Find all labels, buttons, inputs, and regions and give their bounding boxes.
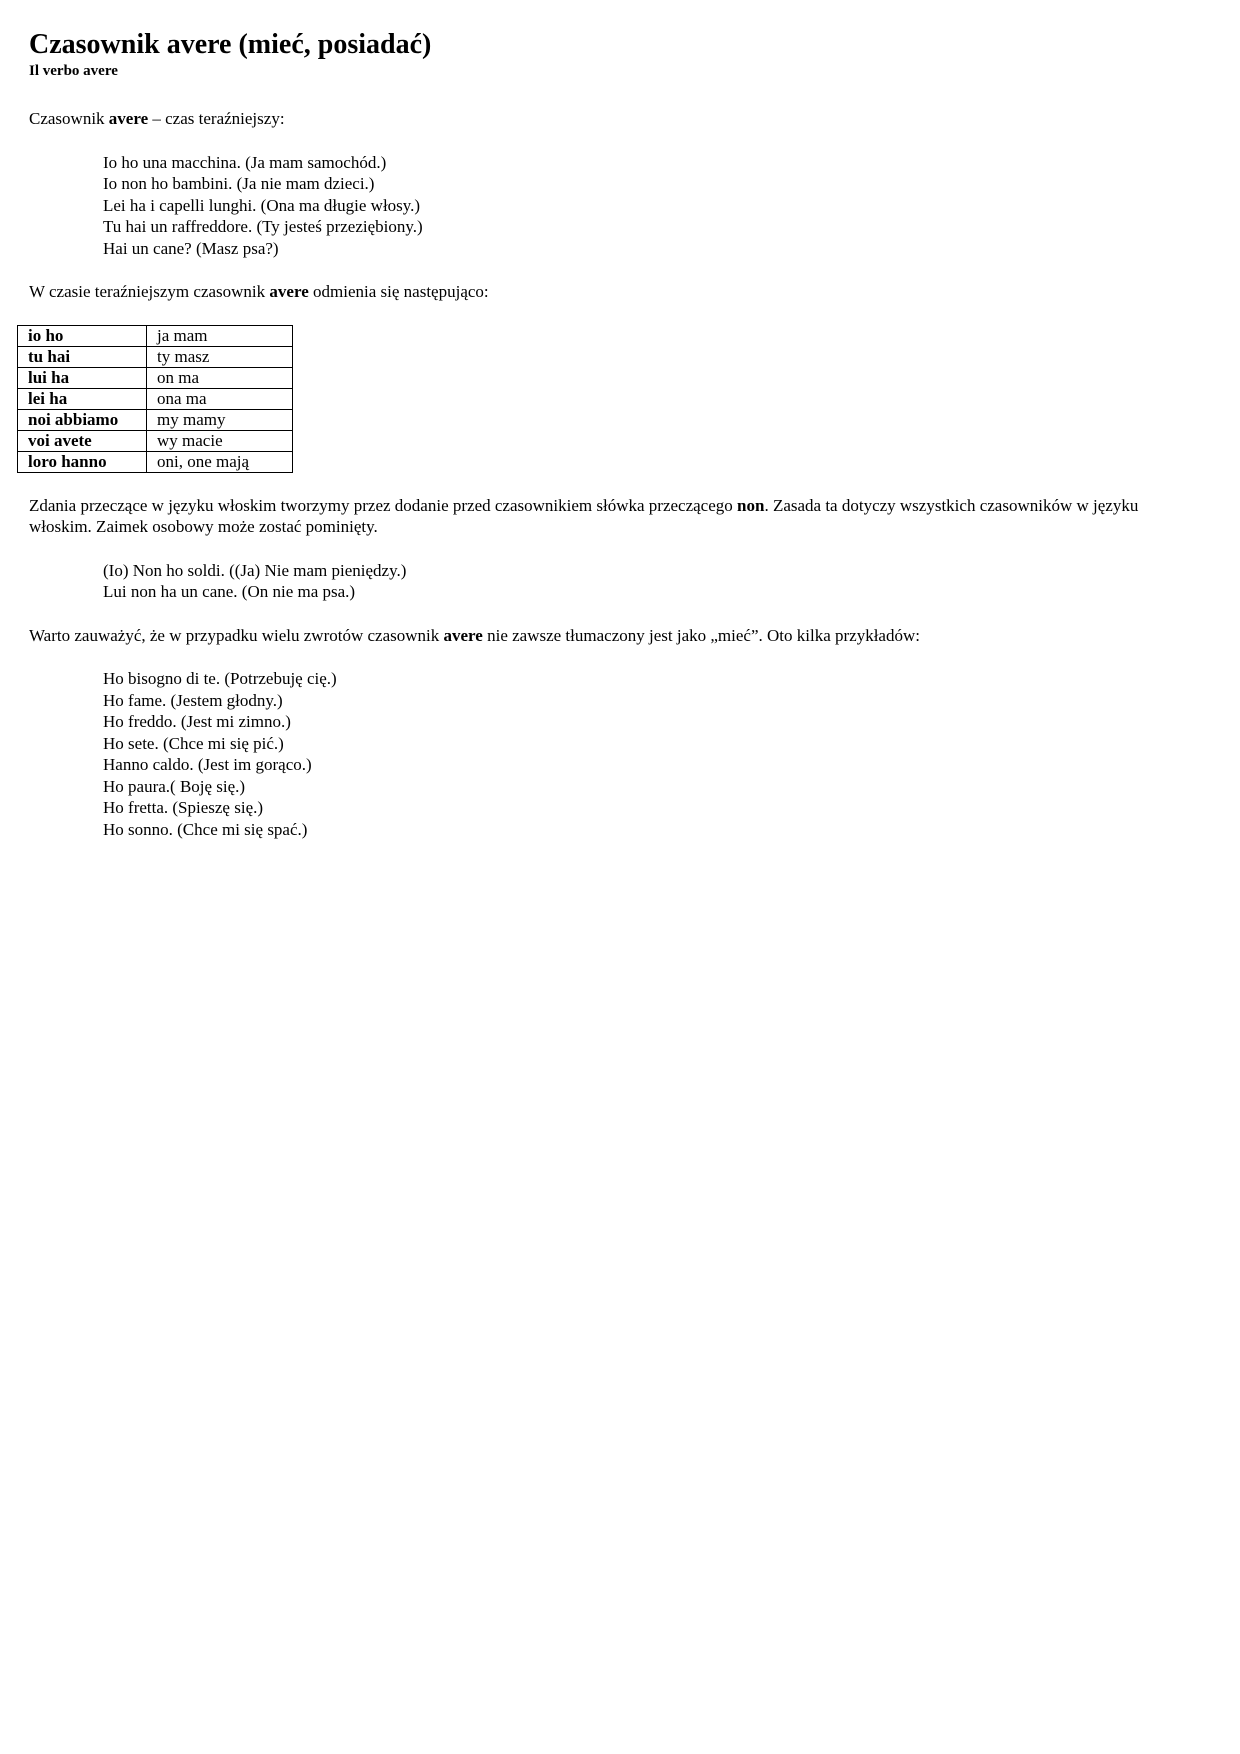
note-text-post: nie zawsze tłumaczony jest jako „mieć”. Oto kilka przykładów: <box>482 625 920 645</box>
examples-present-list <box>103 152 1189 260</box>
example-item: Lei ha i capelli lunghi. (Ona ma długie włosy.) <box>103 195 421 215</box>
italian-form: voi avete <box>18 430 147 451</box>
table-row <box>18 325 293 346</box>
polish-form: ona ma <box>147 388 293 409</box>
intro-paragraph <box>29 108 1189 130</box>
example-item: Tu hai un raffreddore. (Ty jesteś przeziębiony.) <box>103 217 423 236</box>
examples-negation-list <box>103 560 1189 603</box>
polish-form: my mamy <box>147 409 293 430</box>
example-item: Ho fretta. (Spieszę się.) <box>103 798 264 817</box>
polish-form: oni, one mają <box>147 451 293 472</box>
table-row <box>18 409 293 430</box>
document-page <box>29 28 1189 840</box>
italian-form: loro hanno <box>18 451 147 472</box>
conjugation-table <box>17 325 293 473</box>
italian-form: io ho <box>18 325 147 346</box>
intro-text-bold: avere <box>108 109 149 128</box>
italian-form: noi abbiamo <box>18 409 147 430</box>
table-row <box>18 346 293 367</box>
polish-form: on ma <box>147 367 293 388</box>
note-text-pre: Warto zauważyć, że w przypadku wielu zwrotów czasownik <box>29 625 444 645</box>
example-item: Ho sonno. (Chce mi się spać.) <box>103 819 308 839</box>
example-item: Ho paura.( Boję się.) <box>103 776 246 796</box>
example-item: (Io) Non ho soldi. ((Ja) Nie mam pieniędzy.) <box>103 560 407 580</box>
negation-text-bold: non <box>737 495 765 515</box>
note-paragraph <box>29 625 1189 647</box>
example-item: Ho sete. (Chce mi się pić.) <box>103 733 284 753</box>
intro-text-post: – czas teraźniejszy: <box>148 109 285 128</box>
example-item: Ho freddo. (Jest mi zimno.) <box>103 712 291 731</box>
conj-intro-text-pre: W czasie teraźniejszym czasownik <box>29 282 270 301</box>
example-item: Io non ho bambini. (Ja nie mam dzieci.) <box>103 174 375 193</box>
polish-form: ty masz <box>147 346 293 367</box>
conjugation-intro-paragraph <box>29 281 1189 303</box>
example-item: Ho bisogno di te. (Potrzebuję cię.) <box>103 669 337 688</box>
example-item: Hanno caldo. (Jest im gorąco.) <box>103 755 312 774</box>
page-title: Czasownik avere (mieć, posiadać) <box>29 29 432 60</box>
conj-intro-text-post: odmienia się następująco: <box>308 282 489 301</box>
italian-form: lui ha <box>18 367 147 388</box>
table-row <box>18 451 293 472</box>
table-row <box>18 367 293 388</box>
negation-text-pre: Zdania przeczące w języku włoskim tworzymy przez dodanie przed czasownikiem słówka przeczącego <box>29 495 738 515</box>
table-row <box>18 430 293 451</box>
page-subtitle: Il verbo avere <box>29 63 118 79</box>
negation-text-post: . Zasada ta dotyczy wszystkich czasowników w języku włoskim. Zaimek osobowy może zostać pominięty. <box>29 495 1139 536</box>
italian-form: tu hai <box>18 346 147 367</box>
examples-idioms-list <box>103 668 1189 840</box>
note-text-bold: avere <box>443 625 483 645</box>
example-item: Lui non ha un cane. (On nie ma psa.) <box>103 582 356 601</box>
negation-paragraph <box>29 495 1189 538</box>
example-item: Ho fame. (Jestem głodny.) <box>103 690 283 710</box>
table-row <box>18 388 293 409</box>
example-item: Io ho una macchina. (Ja mam samochód.) <box>103 152 387 172</box>
polish-form: wy macie <box>147 430 293 451</box>
italian-form: lei ha <box>18 388 147 409</box>
polish-form: ja mam <box>147 325 293 346</box>
example-item: Hai un cane? (Masz psa?) <box>103 238 279 258</box>
intro-text-pre: Czasownik <box>29 109 109 128</box>
conj-intro-text-bold: avere <box>269 282 309 301</box>
